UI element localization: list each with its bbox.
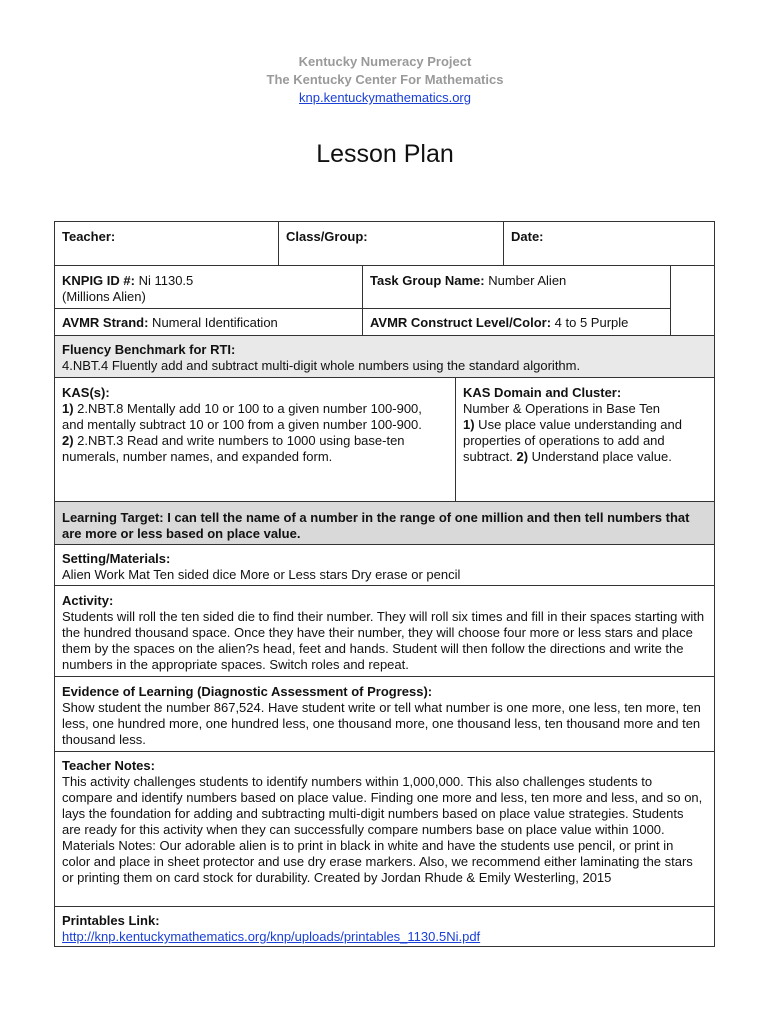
knpig-id: [56, 268, 360, 310]
setting-text: Alien Work Mat Ten sided dice More or Less stars Dry erase or pencil: [62, 567, 461, 582]
teacher-notes-text: This activity challenges students to identify numbers within 1,000,000. This also challenges students to compare and identify numbers based on place value. Finding one more and less, ten more and less, and so on, lays the foundation for adding and subtracting multi-digit numbers based on place value strategies. Students are ready for this activity when they can successfully compare numbers base on place value within 1000. Materials Notes: Our adorable alien is to print in black in white and have the students use pencil, or print in color and place in sheet protector and use dry erase markers. Also, we recommend either laminating the stars or printing them on card stock for durability. Created by Jordan Rhude & Emily Westerling, 2015: [62, 774, 703, 885]
teacher-label: Teacher:: [62, 229, 116, 244]
divider: [503, 221, 504, 266]
evidence-content: [56, 679, 711, 753]
page-title: Lesson Plan: [316, 140, 454, 168]
divider: [278, 221, 279, 266]
task-group-value: Number Alien: [484, 273, 567, 288]
kas-text: [62, 401, 435, 465]
center-name: The Kentucky Center For Mathematics: [266, 72, 504, 87]
kas-domain: [457, 380, 713, 470]
avmr-strand: [56, 310, 360, 336]
task-group: [364, 268, 668, 294]
avmr-construct-value: 4 to 5 Purple: [551, 315, 629, 330]
header-website-link[interactable]: knp.kentuckymathematics.org: [299, 90, 471, 105]
kas-item-text: 2.NBT.8 Mentally add 10 or 100 to a given number 100-900, and mentally subtract 10 or 100 from a given number 100-900.: [62, 401, 422, 432]
kas-domain-label: KAS Domain and Cluster:: [463, 385, 622, 400]
evidence-label: Evidence of Learning (Diagnostic Assessment of Progress):: [62, 684, 433, 699]
teacher-notes-label: Teacher Notes:: [62, 758, 155, 773]
divider: [362, 265, 363, 336]
info-block-blank: [670, 265, 715, 336]
kas-item-number: 1): [62, 401, 74, 416]
teacher-notes-content: [56, 753, 711, 891]
fluency-content: [56, 337, 711, 379]
kas-domain-number: 2): [516, 449, 529, 464]
learning-target-text: Learning Target: I can tell the name of a number in the range of one million and then tell numbers that are more or less based on place value.: [62, 510, 690, 541]
avmr-strand-label: AVMR Strand:: [62, 315, 149, 330]
kas-domain-text: [463, 417, 707, 465]
kas-item-number: 2): [62, 433, 74, 448]
class-group-label: Class/Group:: [286, 229, 368, 244]
kas-item-text: 2.NBT.3 Read and write numbers to 1000 using base-ten numerals, number names, and expanded form.: [62, 433, 405, 464]
header-link-wrap: [0, 90, 770, 105]
fluency-text: 4.NBT.4 Fluently add and subtract multi-digit whole numbers using the standard algorithm.: [62, 358, 581, 373]
task-group-label: Task Group Name:: [370, 273, 485, 288]
fluency-label: Fluency Benchmark for RTI:: [62, 342, 236, 357]
activity-text: Students will roll the ten sided die to find their number. They will roll six times and fill in their spaces starting with the hundred thousand space. Once they have their number, they will choose four more or less stars and place them by the spaces on the alien?s head, feet and hands. Student will then follow the directions and write the numbers in the appropriate spaces. Switch roles and repeat.: [62, 609, 705, 672]
activity-content: [56, 588, 711, 678]
printables-content: [56, 908, 711, 950]
avmr-strand-value: Numeral Identification: [148, 315, 278, 330]
avmr-construct: [364, 310, 668, 336]
knpig-value: Ni 1130.5: [134, 273, 194, 288]
setting-content: [56, 546, 711, 588]
date-label: Date:: [511, 229, 544, 244]
printables-label: Printables Link:: [62, 913, 160, 928]
evidence-text: Show student the number 867,524. Have student write or tell what number is one more, one less, ten more, ten less, one hundred more, one hundred less, one thousand more, one thousand less, ten thousand more and ten thousand less.: [62, 700, 701, 747]
kas-standards: [56, 380, 441, 470]
kas-domain-item: Use place value understanding and properties of operations to add and subtract.: [463, 417, 682, 464]
setting-label: Setting/Materials:: [62, 551, 171, 566]
knpig-subtitle: (Millions Alien): [62, 289, 146, 304]
divider: [455, 377, 456, 502]
kas-domain-item: Understand place value.: [528, 449, 672, 464]
project-name: Kentucky Numeracy Project: [298, 54, 472, 69]
activity-label: Activity:: [62, 593, 114, 608]
avmr-construct-label: AVMR Construct Level/Color:: [370, 315, 552, 330]
kas-domain-number: 1): [463, 417, 475, 432]
knpig-label: KNPIG ID #:: [62, 273, 135, 288]
kas-domain-line: Number & Operations in Base Ten: [463, 401, 661, 416]
printables-link[interactable]: http://knp.kentuckymathematics.org/knp/uploads/printables_1130.5Ni.pdf: [62, 929, 481, 944]
kas-label: KAS(s):: [62, 385, 110, 400]
